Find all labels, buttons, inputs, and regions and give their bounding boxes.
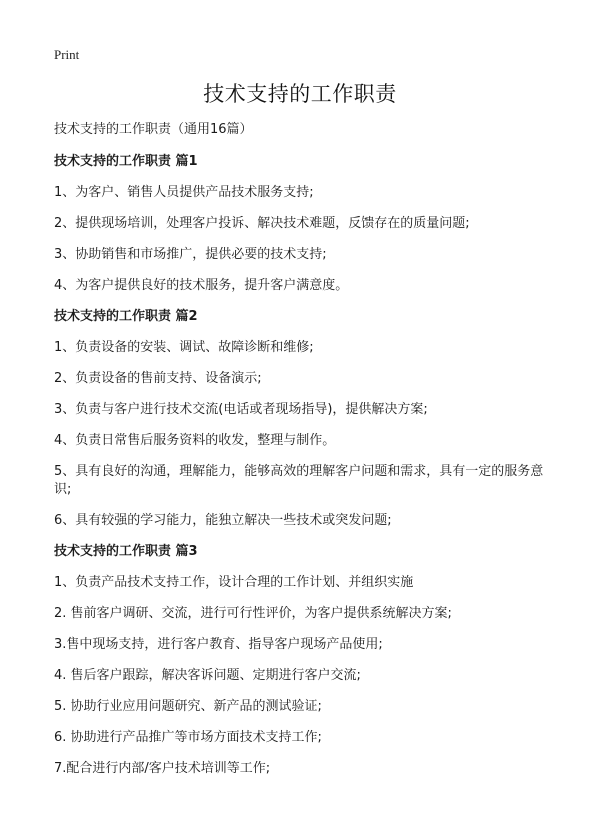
list-item: 5. 协助行业应用问题研究、新产品的测试验证; <box>54 699 322 714</box>
list-item: 6、具有较强的学习能力，能独立解决一些技术或突发问题; <box>54 513 392 528</box>
list-item: 7.配合进行内部/客户技术培训等工作; <box>54 761 271 776</box>
list-item: 6. 协助进行产品推广等市场方面技术支持工作; <box>54 730 322 745</box>
list-item: 4、为客户提供良好的技术服务，提升客户满意度。 <box>54 278 349 293</box>
document-subtitle: 技术支持的工作职责（通用16篇） <box>54 122 253 137</box>
list-item: 1、负责产品技术支持工作，设计合理的工作计划、并组织实施 <box>54 575 414 590</box>
list-item: 1、负责设备的安装、调试、故障诊断和维修; <box>54 340 314 355</box>
list-item: 3.售中现场支持，进行客户教育、指导客户现场产品使用; <box>54 637 383 652</box>
list-item: 3、负责与客户进行技术交流(电话或者现场指导)，提供解决方案; <box>54 402 428 417</box>
list-item: 2、提供现场培训，处理客户投诉、解决技术难题，反馈存在的质量问题; <box>54 216 470 231</box>
list-item: 2. 售前客户调研、交流，进行可行性评价，为客户提供系统解决方案; <box>54 606 452 621</box>
document-body <box>54 121 554 791</box>
list-item: 5、具有良好的沟通，理解能力，能够高效的理解客户问题和需求，具有一定的服务意识; <box>54 464 544 497</box>
list-item: 1、为客户、销售人员提供产品技术服务支持; <box>54 185 314 200</box>
section-heading-1: 技术支持的工作职责 篇1 <box>54 154 198 169</box>
list-item: 4、负责日常售后服务资料的收发，整理与制作。 <box>54 433 336 448</box>
page-title: 技术支持的工作职责 <box>203 82 397 106</box>
list-item: 3、协助销售和市场推广，提供必要的技术支持; <box>54 247 327 262</box>
print-label: Print <box>54 47 80 62</box>
section-heading-3: 技术支持的工作职责 篇3 <box>54 544 198 559</box>
list-item: 2、负责设备的售前支持、设备演示; <box>54 371 262 386</box>
list-item: 4. 售后客户跟踪，解决客诉问题、定期进行客户交流; <box>54 668 361 683</box>
section-heading-2: 技术支持的工作职责 篇2 <box>54 309 198 324</box>
